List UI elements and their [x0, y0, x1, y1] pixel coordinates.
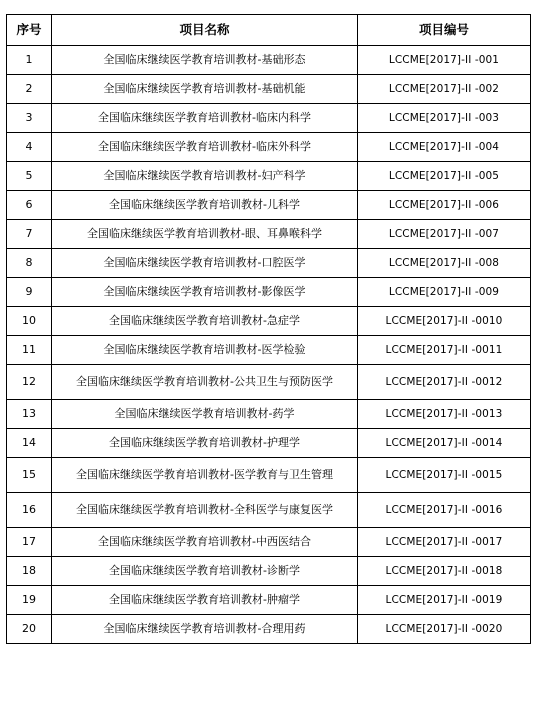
table-row: [7, 429, 531, 458]
table-row: [7, 615, 531, 644]
project-name-cell: 全国临床继续医学教育培训教材-临床内科学: [52, 104, 358, 133]
project-code-cell: LCCME[2017]-II -008: [358, 249, 531, 278]
project-code-cell: LCCME[2017]-II -002: [358, 75, 531, 104]
project-name-cell: 全国临床继续医学教育培训教材-医学教育与卫生管理: [52, 458, 358, 493]
table-row: [7, 249, 531, 278]
table-row: [7, 220, 531, 249]
table-row: [7, 104, 531, 133]
header-serial-number: 序号: [7, 15, 52, 46]
table-row: [7, 191, 531, 220]
project-code-cell: LCCME[2017]-II -0019: [358, 586, 531, 615]
project-table: [6, 14, 531, 644]
table-row: [7, 46, 531, 75]
table-row: [7, 75, 531, 104]
serial-number-cell: 5: [7, 162, 52, 191]
project-name-cell: 全国临床继续医学教育培训教材-合理用药: [52, 615, 358, 644]
serial-number-cell: 13: [7, 400, 52, 429]
project-code-cell: LCCME[2017]-II -0016: [358, 493, 531, 528]
project-name-cell: 全国临床继续医学教育培训教材-医学检验: [52, 336, 358, 365]
project-name-cell: 全国临床继续医学教育培训教材-药学: [52, 400, 358, 429]
serial-number-cell: 9: [7, 278, 52, 307]
project-name-cell: 全国临床继续医学教育培训教材-儿科学: [52, 191, 358, 220]
table-body: [7, 46, 531, 644]
table-row: [7, 336, 531, 365]
serial-number-cell: 1: [7, 46, 52, 75]
project-code-cell: LCCME[2017]-II -0011: [358, 336, 531, 365]
project-table-container: [6, 14, 530, 644]
serial-number-cell: 14: [7, 429, 52, 458]
table-row: [7, 365, 531, 400]
project-name-cell: 全国临床继续医学教育培训教材-中西医结合: [52, 528, 358, 557]
table-row: [7, 162, 531, 191]
project-code-cell: LCCME[2017]-II -005: [358, 162, 531, 191]
project-code-cell: LCCME[2017]-II -006: [358, 191, 531, 220]
project-name-cell: 全国临床继续医学教育培训教材-基础形态: [52, 46, 358, 75]
table-row: [7, 458, 531, 493]
project-code-cell: LCCME[2017]-II -0018: [358, 557, 531, 586]
table-row: [7, 493, 531, 528]
project-name-cell: 全国临床继续医学教育培训教材-妇产科学: [52, 162, 358, 191]
table-row: [7, 400, 531, 429]
project-name-cell: 全国临床继续医学教育培训教材-口腔医学: [52, 249, 358, 278]
project-name-cell: 全国临床继续医学教育培训教材-临床外科学: [52, 133, 358, 162]
serial-number-cell: 6: [7, 191, 52, 220]
table-row: [7, 528, 531, 557]
project-code-cell: LCCME[2017]-II -0020: [358, 615, 531, 644]
serial-number-cell: 2: [7, 75, 52, 104]
project-code-cell: LCCME[2017]-II -009: [358, 278, 531, 307]
serial-number-cell: 19: [7, 586, 52, 615]
project-code-cell: LCCME[2017]-II -007: [358, 220, 531, 249]
serial-number-cell: 20: [7, 615, 52, 644]
serial-number-cell: 12: [7, 365, 52, 400]
project-name-cell: 全国临床继续医学教育培训教材-公共卫生与预防医学: [52, 365, 358, 400]
project-code-cell: LCCME[2017]-II -0014: [358, 429, 531, 458]
project-name-cell: 全国临床继续医学教育培训教材-全科医学与康复医学: [52, 493, 358, 528]
project-name-cell: 全国临床继续医学教育培训教材-基础机能: [52, 75, 358, 104]
table-row: [7, 307, 531, 336]
serial-number-cell: 17: [7, 528, 52, 557]
serial-number-cell: 11: [7, 336, 52, 365]
serial-number-cell: 4: [7, 133, 52, 162]
project-code-cell: LCCME[2017]-II -0015: [358, 458, 531, 493]
project-name-cell: 全国临床继续医学教育培训教材-诊断学: [52, 557, 358, 586]
table-row: [7, 557, 531, 586]
serial-number-cell: 15: [7, 458, 52, 493]
project-name-cell: 全国临床继续医学教育培训教材-肿瘤学: [52, 586, 358, 615]
project-name-cell: 全国临床继续医学教育培训教材-眼、耳鼻喉科学: [52, 220, 358, 249]
project-name-cell: 全国临床继续医学教育培训教材-影像医学: [52, 278, 358, 307]
serial-number-cell: 16: [7, 493, 52, 528]
project-name-cell: 全国临床继续医学教育培训教材-护理学: [52, 429, 358, 458]
serial-number-cell: 7: [7, 220, 52, 249]
project-code-cell: LCCME[2017]-II -001: [358, 46, 531, 75]
serial-number-cell: 10: [7, 307, 52, 336]
table-row: [7, 278, 531, 307]
project-code-cell: LCCME[2017]-II -0012: [358, 365, 531, 400]
table-row: [7, 133, 531, 162]
project-name-cell: 全国临床继续医学教育培训教材-急症学: [52, 307, 358, 336]
table-row: [7, 586, 531, 615]
header-project-name: 项目名称: [52, 15, 358, 46]
table-header-row: [7, 15, 531, 46]
project-code-cell: LCCME[2017]-II -0010: [358, 307, 531, 336]
project-code-cell: LCCME[2017]-II -003: [358, 104, 531, 133]
serial-number-cell: 18: [7, 557, 52, 586]
serial-number-cell: 3: [7, 104, 52, 133]
project-code-cell: LCCME[2017]-II -0017: [358, 528, 531, 557]
serial-number-cell: 8: [7, 249, 52, 278]
project-code-cell: LCCME[2017]-II -004: [358, 133, 531, 162]
project-code-cell: LCCME[2017]-II -0013: [358, 400, 531, 429]
header-project-code: 项目编号: [358, 15, 531, 46]
